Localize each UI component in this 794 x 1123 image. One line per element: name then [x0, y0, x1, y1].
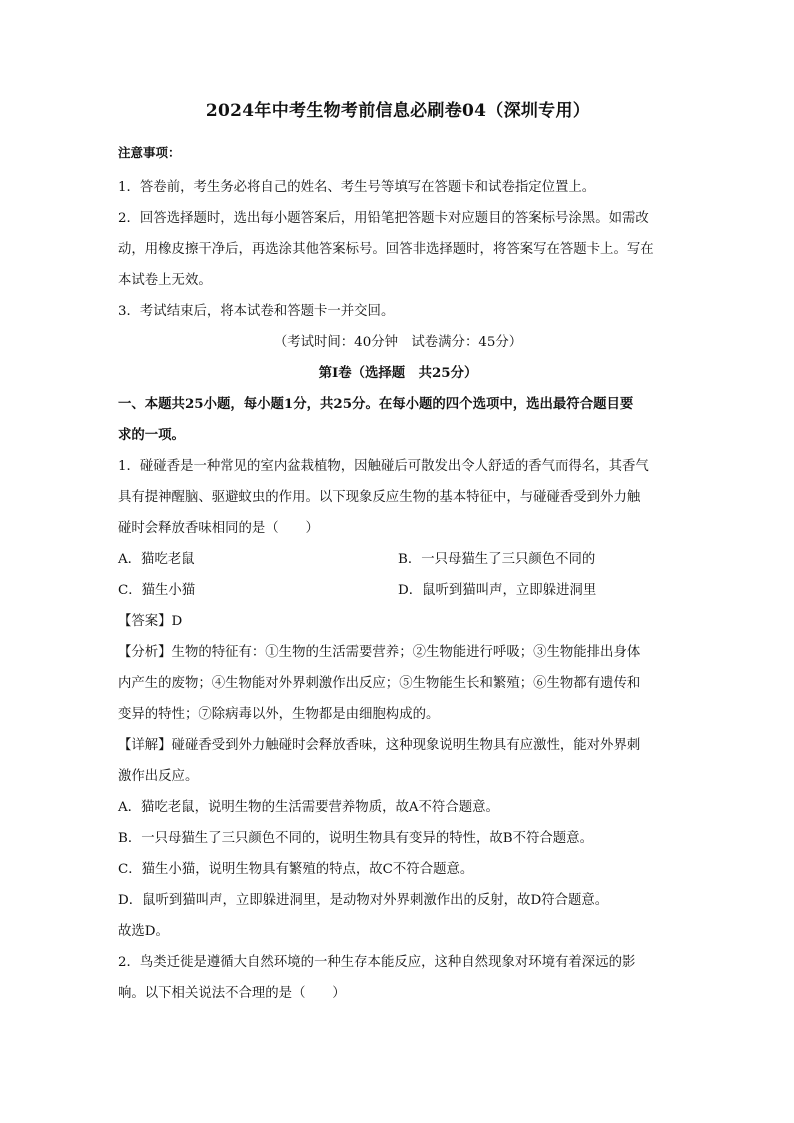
q1-analysis-line-3: 变异的特性；⑦除病毒以外，生物都是由细胞构成的。: [118, 707, 440, 722]
section-instruction-line-2: 求的一项。: [118, 427, 185, 443]
notice-section: [118, 142, 678, 358]
notice-item-1: 1．答卷前，考生务必将自己的姓名、考生号等填写在答题卡和试卷指定位置上。: [118, 180, 596, 195]
exam-info: （考试时间：40分钟 试卷满分：45分）: [273, 335, 523, 350]
document-title: 2024年中考生物考前信息必刷卷04（深圳专用）: [205, 101, 591, 121]
q1-detail-line-1: 【详解】碰碰香受到外力触碰时会释放香味，这种现象说明生物具有应激性，能对外界刺: [118, 738, 641, 753]
section-instruction-line-1: 一、本题共25小题，每小题1分，共25分。在每小题的四个选项中，选出最符合题目要: [118, 396, 634, 412]
q1-analysis-line-1: 【分析】生物的特征有：①生物的生活需要营养；②生物能进行呼吸；③生物能排出身体: [118, 645, 641, 660]
q1-options-row-1: [118, 544, 678, 575]
document-page: [118, 100, 678, 1009]
notice-item-2-line-3: 本试卷上无效。: [118, 273, 212, 288]
notice-item-2-line-1: 2．回答选择题时，选出每小题答案后，用铅笔把答题卡对应题目的答案标号涂黑。如需改: [118, 211, 649, 226]
q1-stem-line-1: 1．碰碰香是一种常见的室内盆栽植物，因触碰后可散发出令人舒适的香气而得名，其香气: [118, 459, 649, 474]
question-2: [118, 947, 678, 1009]
q1-option-a: A．猫吃老鼠: [118, 552, 195, 567]
q2-stem-line-2: 响。以下相关说法不合理的是（ ）: [118, 986, 346, 1001]
q1-option-d: D．鼠听到猫叫声，立即躲进洞里: [398, 583, 597, 598]
q1-detail-line-4: B．一只母猫生了三只颜色不同的，说明生物具有变异的特性，故B不符合题意。: [118, 831, 593, 846]
q1-answer: 【答案】D: [118, 614, 183, 629]
section-one: [118, 358, 678, 451]
q1-analysis-line-2: 内产生的废物；④生物能对外界刺激作出反应；⑤生物能生长和繁殖；⑥生物都有遗传和: [118, 676, 641, 691]
section-title: 第Ⅰ卷（选择题 共25分）: [318, 365, 478, 381]
q1-stem-line-2: 具有提神醒脑、驱避蚊虫的作用。以下现象反应生物的基本特征中，与碰碰香受到外力触: [118, 490, 641, 505]
q2-stem-line-1: 2．鸟类迁徙是遵循大自然环境的一种生存本能反应，这种自然现象对环境有着深远的影: [118, 955, 636, 970]
notice-heading: 注意事项：: [118, 145, 181, 160]
q1-option-c: C．猫生小猫: [118, 583, 196, 598]
notice-item-3: 3．考试结束后，将本试卷和答题卡一并交回。: [118, 304, 395, 319]
q1-detail-line-3: A．猫吃老鼠，说明生物的生活需要营养物质，故A不符合题意。: [118, 800, 499, 815]
q1-stem-line-3: 碰时会释放香味相同的是（ ）: [118, 521, 319, 536]
q1-option-b: B．一只母猫生了三只颜色不同的: [398, 552, 596, 567]
q1-options-row-2: [118, 575, 678, 606]
q1-detail-line-5: C．猫生小猫，说明生物具有繁殖的特点，故C不符合题意。: [118, 862, 474, 877]
q1-detail-line-6: D．鼠听到猫叫声，立即躲进洞里，是动物对外界刺激作出的反射，故D符合题意。: [118, 893, 609, 908]
q1-conclusion: 故选D。: [118, 924, 169, 939]
notice-item-2-line-2: 动，用橡皮擦干净后，再选涂其他答案标号。回答非选择题时，将答案写在答题卡上。写在: [118, 242, 654, 257]
q1-detail-line-2: 激作出反应。: [118, 769, 199, 784]
question-1: [118, 451, 678, 947]
